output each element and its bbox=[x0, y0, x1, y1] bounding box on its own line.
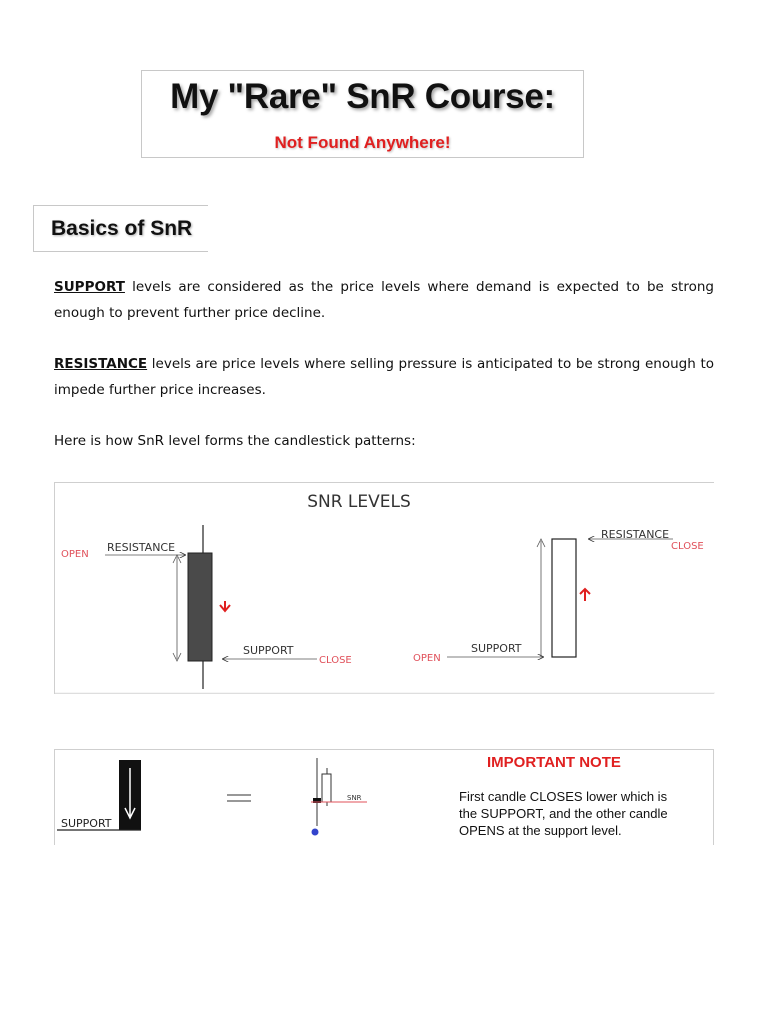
blue-dot-marker bbox=[312, 829, 319, 836]
left-bearish-candle-body bbox=[188, 553, 212, 661]
important-note-figure bbox=[54, 749, 714, 845]
snr-levels-diagram bbox=[55, 483, 715, 695]
section-heading-box bbox=[33, 205, 208, 252]
course-subtitle: Not Found Anywhere! bbox=[274, 133, 451, 152]
note-line-1: First candle CLOSES lower which is bbox=[459, 789, 668, 804]
second-candle-body bbox=[322, 774, 331, 802]
important-note-diagram bbox=[55, 750, 715, 846]
resistance-definition: levels are price levels where selling pressure is anticipated to be strong enough to impede further price increases. bbox=[54, 356, 714, 398]
right-open-label: OPEN bbox=[413, 653, 441, 664]
resistance-paragraph bbox=[54, 351, 714, 403]
left-resistance-label: RESISTANCE bbox=[107, 541, 176, 554]
left-support-label: SUPPORT bbox=[243, 644, 294, 657]
resistance-term: RESISTANCE bbox=[54, 356, 148, 372]
left-close-label: CLOSE bbox=[319, 655, 352, 666]
snr-label: SNR bbox=[347, 794, 362, 802]
right-close-label: CLOSE bbox=[671, 541, 704, 552]
right-support-label: SUPPORT bbox=[471, 642, 522, 655]
snr-levels-figure bbox=[54, 482, 714, 694]
intro-paragraph: Here is how SnR level forms the candlestick patterns: bbox=[54, 433, 416, 449]
support-block-label: SUPPORT bbox=[61, 817, 112, 830]
bearish-down-icon bbox=[220, 601, 230, 611]
note-title: IMPORTANT NOTE bbox=[487, 754, 621, 771]
note-line-2: the SUPPORT, and the other candle bbox=[459, 806, 668, 821]
note-line-3: OPENS at the support level. bbox=[459, 823, 622, 838]
right-resistance-label: RESISTANCE bbox=[601, 528, 670, 541]
course-title-banner bbox=[141, 70, 584, 158]
section-heading: Basics of SnR bbox=[51, 217, 193, 240]
figure-title: SNR LEVELS bbox=[307, 492, 411, 512]
support-paragraph bbox=[54, 274, 714, 326]
bullish-up-icon bbox=[580, 589, 590, 601]
right-bullish-candle-body bbox=[552, 539, 576, 657]
course-title: My "Rare" SnR Course: bbox=[170, 77, 555, 116]
support-term: SUPPORT bbox=[54, 279, 125, 295]
left-open-label: OPEN bbox=[61, 549, 89, 560]
support-definition: levels are considered as the price levels where demand is expected to be strong enough to prevent further price decline. bbox=[54, 279, 714, 321]
